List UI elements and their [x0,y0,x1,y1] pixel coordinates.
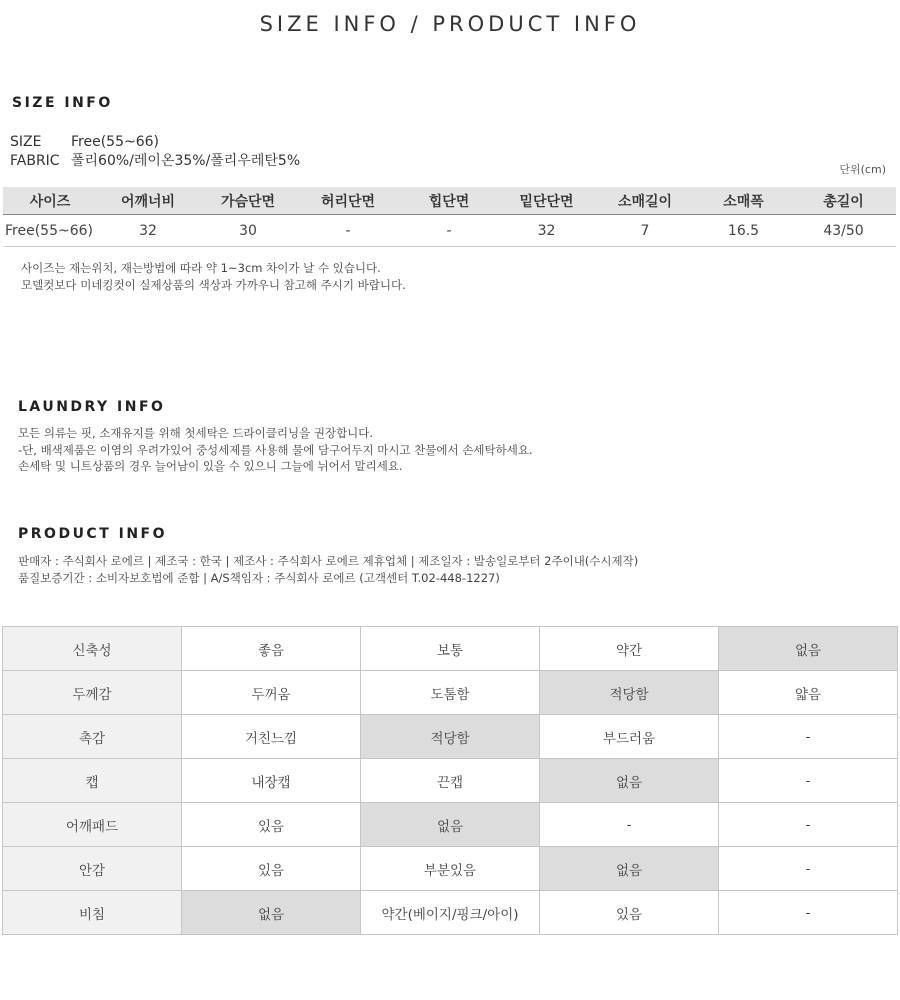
fit-table-row [3,715,898,759]
fit-table-row [3,803,898,847]
fit-option-cell: 얇음 [719,671,898,715]
fit-row-label: 캡 [3,759,182,803]
fit-option-cell: 적당함 [361,715,540,759]
size-notes [21,260,406,293]
fit-option-cell: 적당함 [540,671,719,715]
fit-option-cell: 없음 [719,627,898,671]
size-table-header: 밑단단면 [499,187,594,215]
fit-option-cell: 약간(베이지/핑크/아이) [361,891,540,935]
fabric-label: FABRIC [10,153,60,169]
size-table-header-row [3,187,896,215]
size-table-header: 소매폭 [696,187,791,215]
size-table [3,187,896,247]
fit-option-cell: 부드러움 [540,715,719,759]
fit-row-label: 안감 [3,847,182,891]
fit-option-cell: 내장캡 [182,759,361,803]
size-spec [10,134,159,150]
fit-option-cell: 두꺼움 [182,671,361,715]
size-value: Free(55~66) [71,134,159,150]
fit-table-row [3,759,898,803]
fit-option-cell: 보통 [361,627,540,671]
size-table-header: 총길이 [791,187,896,215]
fit-table-row [3,671,898,715]
fit-row-label: 촉감 [3,715,182,759]
fit-option-cell: - [719,891,898,935]
table-cell: 43/50 [791,215,896,247]
fit-row-label: 신축성 [3,627,182,671]
table-cell: 7 [594,215,696,247]
fit-row-label: 두께감 [3,671,182,715]
fit-table-row [3,627,898,671]
table-cell: 32 [499,215,594,247]
table-cell: 32 [97,215,199,247]
fit-option-cell: 없음 [182,891,361,935]
fabric-value: 폴리60%/레이온35%/폴리우레탄5% [71,153,301,169]
laundry-note: -단, 배색제품은 이염의 우려가있어 중성세제를 사용해 물에 담구어두지 마시고 찬물에서 손세탁하세요. [18,442,533,457]
fit-option-cell: - [719,715,898,759]
fit-option-cell: 끈캡 [361,759,540,803]
fit-table-row [3,847,898,891]
unit-note: 단위(cm) [839,163,886,176]
fit-option-cell: 약간 [540,627,719,671]
size-table-header: 힙단면 [399,187,499,215]
fit-option-cell: - [719,759,898,803]
fit-table-row [3,891,898,935]
product-note: 판매자 : 주식회사 로에르 | 제조국 : 한국 | 제조사 : 주식회사 로에르 제휴업체 | 제조일자 : 발송일로부터 2주이내(수시제작) [18,554,639,568]
fit-option-cell: - [719,847,898,891]
laundry-note: 손세탁 및 니트상품의 경우 늘어남이 있을 수 있으니 그늘에 뉘어서 말리세요. [18,459,403,473]
product-info-heading: PRODUCT INFO [18,526,168,542]
fit-option-cell: 없음 [540,759,719,803]
fit-option-cell: - [540,803,719,847]
fit-table [2,626,898,935]
laundry-note: 모든 의류는 핏, 소재유지를 위해 첫세탁은 드라이클리닝을 권장합니다. [18,426,374,440]
fit-option-cell: 있음 [540,891,719,935]
fit-option-cell: 좋음 [182,627,361,671]
fit-option-cell: 없음 [540,847,719,891]
fit-option-cell: 거친느낌 [182,715,361,759]
table-cell: 30 [199,215,297,247]
size-info-heading: SIZE INFO [12,95,113,111]
size-table-header: 허리단면 [297,187,399,215]
fit-row-label: 비침 [3,891,182,935]
fit-option-cell: - [719,803,898,847]
laundry-info-heading: LAUNDRY INFO [18,399,166,415]
table-cell: Free(55~66) [3,215,97,247]
size-label: SIZE [10,134,42,150]
size-note: 사이즈는 재는위치, 재는방법에 따라 약 1~3cm 차이가 날 수 있습니다. [21,261,381,275]
size-table-header: 소매길이 [594,187,696,215]
table-cell: - [297,215,399,247]
size-table-header: 사이즈 [3,187,97,215]
fit-row-label: 어깨패드 [3,803,182,847]
table-row [3,215,896,247]
size-note: 모델컷보다 미네킹컷이 실제상품의 색상과 가까우니 참고해 주시기 바랍니다. [21,277,406,292]
fit-option-cell: 부분있음 [361,847,540,891]
product-notes [18,553,638,586]
fit-option-cell: 있음 [182,803,361,847]
laundry-notes [18,425,533,475]
fit-option-cell: 도톰함 [361,671,540,715]
size-table-header: 어깨너비 [97,187,199,215]
fit-option-cell: 없음 [361,803,540,847]
size-table-header: 가슴단면 [199,187,297,215]
page-title: SIZE INFO / PRODUCT INFO [259,12,641,36]
fit-option-cell: 있음 [182,847,361,891]
table-cell: 16.5 [696,215,791,247]
product-note: 품질보증기간 : 소비자보호법에 준함 | A/S책임자 : 주식회사 로에르 (고객센터 T.02-448-1227) [18,570,500,585]
fabric-spec [10,150,300,170]
table-cell: - [399,215,499,247]
